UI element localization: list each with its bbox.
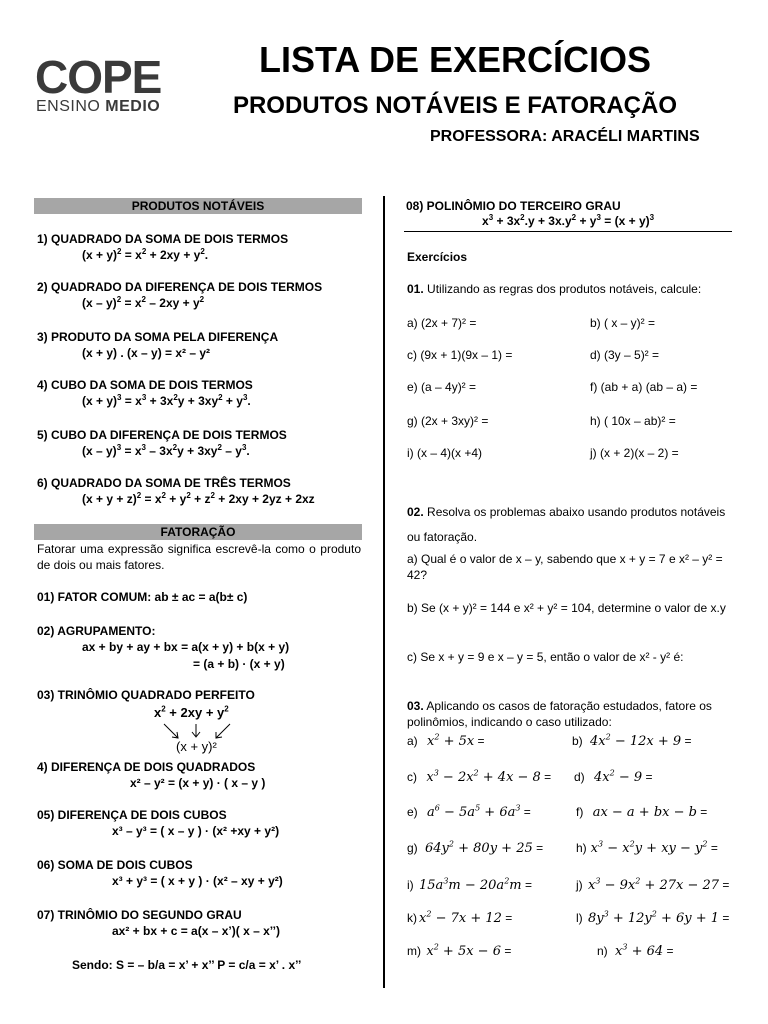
- q3-item-g: g) $64y^2 + 80y + 25$ =: [407, 839, 544, 856]
- q3-label-b: b): [572, 734, 583, 748]
- q3-item-i: i) $15a^3m - 20a^2m$ =: [407, 876, 532, 893]
- q3-label-d: d): [574, 770, 585, 784]
- product-6-formula: $(x + y + z)^2 = x^2 + y^2 + z^2 + 2xy + 2yz + 2xz$: [82, 491, 315, 506]
- factor-sum-cubes-title: 06) SOMA DE DOIS CUBOS: [37, 858, 193, 872]
- question-3-prompt: [407, 698, 732, 730]
- q2-item-c: c) Se x + y = 9 e x – y = 5, então o valor de x² - y² é:: [407, 650, 684, 664]
- q1-item-d: d) (3y – 5)² =: [590, 348, 660, 362]
- q1-item-j: j) (x + 2)(x – 2) =: [590, 446, 679, 460]
- product-1-formula: $(x + y)^2 = x^2 + 2xy + y^2$.: [82, 247, 209, 262]
- column-divider: [383, 196, 385, 988]
- perfect-square-trinomial: $x^2 + 2xy + y^2$: [154, 704, 229, 720]
- q3-label-j: j): [576, 878, 583, 892]
- product-4-title: 4) CUBO DA SOMA DE DOIS TERMOS: [37, 378, 253, 392]
- logo-sub-a: ENSINO: [36, 98, 106, 115]
- q3-item-c: c) $x^3 - 2x^2 + 4x - 8$ =: [407, 768, 552, 785]
- teacher-name: PROFESSORA: ARACÉLI MARTINS: [430, 128, 700, 145]
- factoring-definition: Fatorar uma expressão significa escrevê-la como o produto de dois ou mais fatores.: [37, 542, 361, 572]
- q3-item-j: j) $x^3 - 9x^2 + 27x - 27$ =: [576, 876, 730, 893]
- q3-item-f: f) ax − a + bx − b =: [576, 805, 708, 820]
- q1-item-a: a) (2x + 7)² =: [407, 316, 477, 330]
- cubic-polynomial-formula: $x^3 + 3x^2.y + 3x.y^2 + y^3 = (x + y)^3$: [482, 213, 655, 228]
- section-band-factoring: FATORAÇÃO: [34, 524, 362, 540]
- factor-diff-cubes-formula: x³ – y³ = ( x – y ) · (x² +xy + y²): [112, 824, 280, 838]
- factor-quadratic-title: 07) TRINÔMIO DO SEGUNDO GRAU: [37, 908, 242, 922]
- q3-item-l: l) $8y^3 + 12y^2 + 6y + 1$ =: [576, 909, 730, 926]
- question-1-text: Utilizando as regras dos produtos notáveis, calcule:: [423, 282, 702, 296]
- perfect-square-result: (x + y)²: [176, 739, 217, 754]
- logo-brand: COPE: [35, 51, 162, 103]
- question-2-text: Resolva os problemas abaixo usando produtos notáveis ou fatoração.: [407, 505, 726, 544]
- q3-item-d: d) $4x^2 - 9$ =: [574, 768, 653, 785]
- q3-label-h: h): [576, 841, 587, 855]
- page-subtitle: PRODUTOS NOTÁVEIS E FATORAÇÃO: [232, 92, 678, 119]
- factor-sum-cubes-formula: x³ + y³ = ( x + y ) · (x² – xy + y²): [112, 874, 283, 888]
- q3-label-c: c): [407, 770, 417, 784]
- factor-perfect-square-title: 03) TRINÔMIO QUADRADO PERFEITO: [37, 688, 255, 702]
- factor-diff-squares-title: 4) DIFERENÇA DE DOIS QUADRADOS: [37, 760, 256, 774]
- question-1-number: 01.: [407, 282, 424, 296]
- q1-item-h: h) ( 10x – ab)² =: [590, 414, 676, 428]
- factor-grouping-title: 02) AGRUPAMENTO:: [37, 624, 156, 638]
- product-2-title: 2) QUADRADO DA DIFERENÇA DE DOIS TERMOS: [37, 280, 323, 294]
- factor-diff-cubes-title: 05) DIFERENÇA DE DOIS CUBOS: [37, 808, 227, 822]
- question-2-number: 02.: [407, 505, 424, 519]
- q1-item-i: i) (x – 4)(x +4): [407, 446, 483, 460]
- logo-sub-b: MEDIO: [105, 98, 161, 115]
- factor-grouping-line2: = (a + b) · (x + y): [193, 657, 285, 671]
- factor-common: 01) FATOR COMUM: ab ± ac = a(b± c): [37, 590, 248, 604]
- question-2-prompt: [407, 500, 732, 550]
- page-title: LISTA DE EXERCÍCIOS: [258, 39, 652, 80]
- product-6-title: 6) QUADRADO DA SOMA DE TRÊS TERMOS: [37, 476, 291, 490]
- factor-quadratic-sum-product: Sendo: S = – b/a = x’ + x’’ P = c/a = x’ . x’’: [72, 958, 302, 972]
- q3-item-m: m) $x^2 + 5x - 6$ =: [407, 942, 512, 959]
- q3-label-l: l): [576, 911, 583, 925]
- q3-item-k: k) $x^2 - 7x + 12$ =: [407, 909, 513, 926]
- q3-label-g: g): [407, 841, 418, 855]
- q1-item-f: f) (ab + a) (ab – a) =: [590, 380, 698, 394]
- q3-label-k: k): [407, 911, 417, 925]
- logo-subtitle: [36, 99, 160, 115]
- q1-item-b: b) ( x – y)² =: [590, 316, 656, 330]
- q3-item-h: h) $x^3 - x^2y$ + xy − $y^2$ =: [576, 839, 718, 856]
- cubic-rule: [404, 231, 732, 232]
- product-1-title: 1) QUADRADO DA SOMA DE DOIS TERMOS: [37, 232, 289, 246]
- q3-label-f: f): [576, 805, 584, 819]
- question-3-text: Aplicando os casos de fatoração estudados, fatore os polinômios, indicando o caso utilizado:: [407, 699, 712, 729]
- factor-grouping-line1: ax + by + ay + bx = a(x + y) + b(x + y): [82, 640, 290, 654]
- cubic-polynomial-title: 08) POLINÔMIO DO TERCEIRO GRAU: [406, 199, 621, 213]
- section-band-products: PRODUTOS NOTÁVEIS: [34, 198, 362, 214]
- question-3-number: 03.: [407, 699, 424, 713]
- q3-label-n: n): [597, 944, 608, 958]
- product-3-title: 3) PRODUTO DA SOMA PELA DIFERENÇA: [37, 330, 279, 344]
- q3-label-m: m): [407, 944, 421, 958]
- q3-item-a: a) $x^2 + 5x$ =: [407, 732, 485, 749]
- q3-item-b: b) $4x^2 - 12x + 9$ =: [572, 732, 692, 749]
- q2-item-b: b) Se (x + y)² = 144 e x² + y² = 104, determine o valor de x.y: [407, 601, 726, 615]
- q3-item-n: n) $x^3 + 64$ =: [597, 942, 674, 959]
- product-2-formula: $(x - y)^2 = x^2 - 2xy + y^2$: [82, 295, 205, 310]
- q2-item-a: a) Qual é o valor de x – y, sabendo que x + y = 7 e x² – y² = 42?: [407, 552, 723, 582]
- product-4-formula: $(x + y)^3 = x^3 + 3x^2y + 3xy^2 + y^3$.: [82, 393, 251, 408]
- exercises-heading: Exercícios: [407, 250, 468, 264]
- product-3-formula: (x + y) . (x – y) = x² – y²: [82, 346, 211, 360]
- q1-item-e: e) (a – 4y)² =: [407, 380, 477, 394]
- factor-diff-squares-formula: x² – y² = (x + y) · ( x – y ): [130, 776, 266, 790]
- perfect-square-diagram: [152, 704, 262, 760]
- q3-label-i: i): [407, 878, 414, 892]
- q3-label-a: a): [407, 734, 418, 748]
- product-5-title: 5) CUBO DA DIFERENÇA DE DOIS TERMOS: [37, 428, 287, 442]
- q1-item-g: g) (2x + 3xy)² =: [407, 414, 489, 428]
- q3-label-e: e): [407, 805, 418, 819]
- q3-item-e: e) $a^6 - 5a^5 + 6a^3$ =: [407, 803, 531, 820]
- question-1-prompt: [407, 282, 701, 296]
- product-5-formula: $(x - y)^3 = x^3 - 3x^2y + 3xy^2 - y^3$.: [82, 443, 250, 458]
- factor-quadratic-formula: ax² + bx + c = a(x – x’)( x – x’’): [112, 924, 280, 938]
- q1-item-c: c) (9x + 1)(9x – 1) =: [407, 348, 513, 362]
